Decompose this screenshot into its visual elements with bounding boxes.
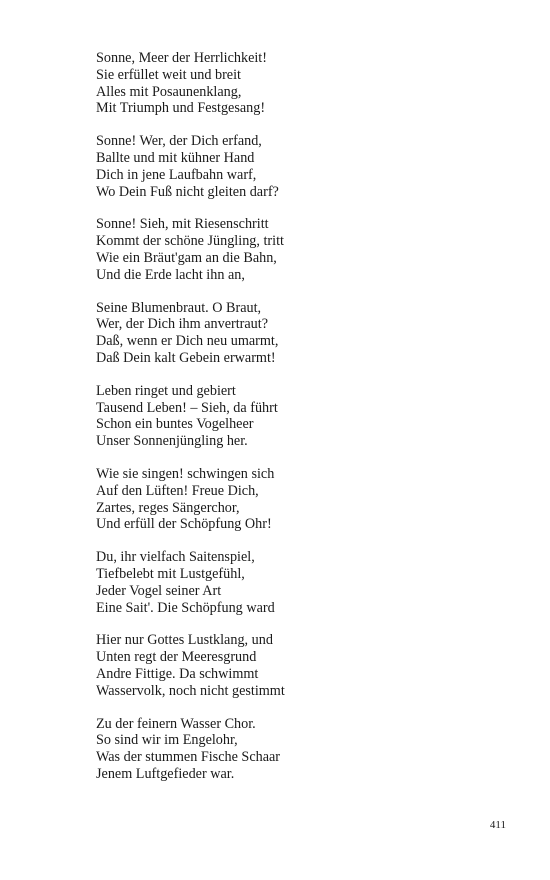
stanza-2 — [96, 133, 516, 200]
stanza-3 — [96, 216, 516, 283]
poem-line: Jenem Luftgefieder war. — [96, 765, 235, 782]
poem-line: Dich in jene Laufbahn warf, — [96, 166, 257, 183]
stanza-8 — [96, 632, 516, 699]
poem-line: Mit Triumph und Festgesang! — [96, 100, 266, 117]
poem-line: Ballte und mit kühner Hand — [96, 149, 255, 166]
poem-line: Was der stummen Fische Schaar — [96, 749, 281, 766]
poem-line: Sonne! Sieh, mit Riesenschritt — [96, 216, 269, 233]
stanza-7 — [96, 549, 516, 616]
stanza-6 — [96, 466, 516, 533]
poem-line: Daß Dein kalt Gebein erwarmt! — [96, 349, 276, 366]
poem-line: Seine Blumenbraut. O Braut, — [96, 299, 262, 316]
poem-line: Unten regt der Meeresgrund — [96, 649, 257, 666]
poem-line: Und erfüll der Schöpfung Ohr! — [96, 516, 272, 533]
stanza-9 — [96, 716, 516, 783]
poem-line: Alles mit Posaunenklang, — [96, 83, 242, 100]
poem-line: Zartes, reges Sängerchor, — [96, 499, 240, 516]
page-number: 411 — [489, 819, 506, 831]
poem-line: Daß, wenn er Dich neu umarmt, — [96, 333, 279, 350]
poem-line: Sonne! Wer, der Dich erfand, — [96, 133, 262, 150]
stanza-4 — [96, 300, 516, 367]
poem-line: Wer, der Dich ihm anvertraut? — [96, 316, 269, 333]
poem-line: Wo Dein Fuß nicht gleiten darf? — [96, 183, 279, 200]
poem-line: Wasservolk, noch nicht gestimmt — [96, 682, 285, 699]
poem-line: Tausend Leben! – Sieh, da führt — [96, 399, 278, 416]
poem-line: Tiefbelebt mit Lustgefühl, — [96, 565, 245, 582]
poem-line: Sonne, Meer der Herrlichkeit! — [96, 50, 267, 66]
poem-text — [96, 50, 516, 799]
poem-line: Leben ringet und gebiert — [96, 382, 236, 399]
poem-line: Kommt der schöne Jüngling, tritt — [96, 233, 284, 250]
poem-line: So sind wir im Engelohr, — [96, 732, 238, 749]
poem-line: Schon ein buntes Vogelheer — [96, 416, 254, 433]
poem-line: Wie sie singen! schwingen sich — [96, 465, 275, 482]
poem-line: Du, ihr vielfach Saitenspiel, — [96, 549, 255, 566]
poem-line: Andre Fittige. Da schwimmt — [96, 665, 259, 682]
poem-line: Zu der feinern Wasser Chor. — [96, 715, 256, 732]
poem-line: Jeder Vogel seiner Art — [96, 582, 222, 599]
poem-line: Auf den Lüften! Freue Dich, — [96, 482, 259, 499]
poem-line: Unser Sonnenjüngling her. — [96, 433, 248, 450]
stanza-5 — [96, 383, 516, 450]
poem-line: Wie ein Bräut'gam an die Bahn, — [96, 249, 277, 266]
stanza-1 — [96, 50, 516, 117]
poem-line: Sie erfüllet weit und breit — [96, 66, 241, 83]
poem-line: Hier nur Gottes Lustklang, und — [96, 632, 273, 649]
poem-line: Eine Sait'. Die Schöpfung ward — [96, 599, 275, 616]
poem-line: Und die Erde lacht ihn an, — [96, 266, 245, 283]
